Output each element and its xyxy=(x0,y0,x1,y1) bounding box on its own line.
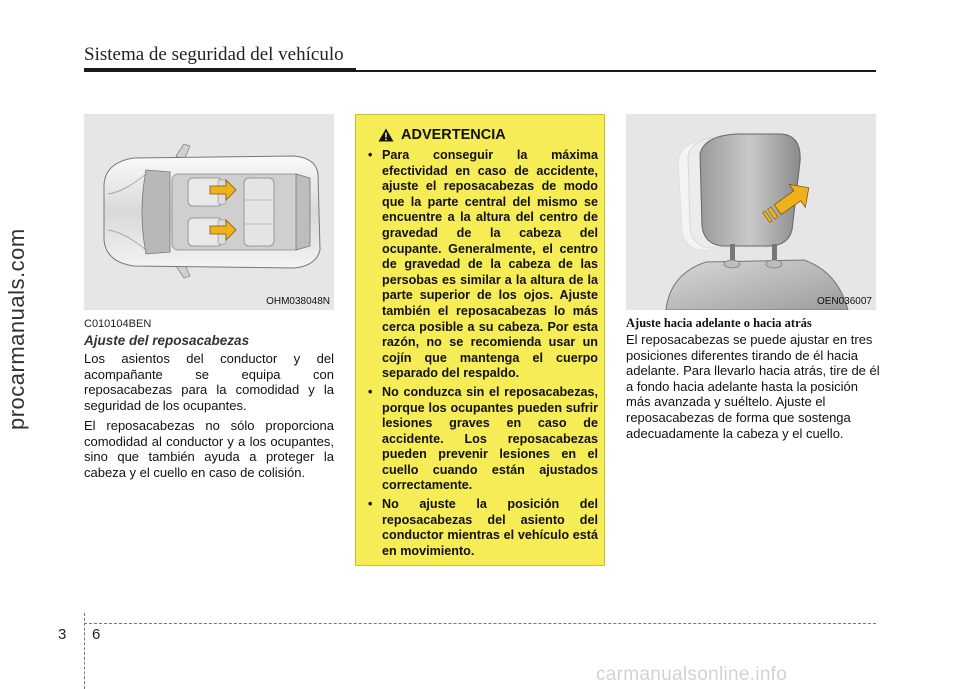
warning-item: • No conduzca sin el reposacabezas, porque los ocupantes pueden sufrir lesiones graves en caso de accidente. Los reposacabezas pueden prevenir lesiones en el cuello cuando están ajustados correctamente. xyxy=(366,385,598,494)
header-rule-thin xyxy=(84,70,876,72)
car-top-view-figure xyxy=(84,114,334,310)
page-number: 6 xyxy=(92,626,101,643)
car-top-view-arrows-icon xyxy=(84,114,334,310)
footer-divider xyxy=(84,613,86,689)
section-title: Ajuste del reposacabezas xyxy=(84,333,250,348)
page-header-title: Sistema de seguridad del vehículo xyxy=(84,44,344,65)
headrest-figure xyxy=(626,114,876,310)
warning-triangle-icon xyxy=(378,128,394,142)
warning-item: • No ajuste la posición del reposacabezas del asiento del conductor mientras el vehículo está en movimiento. xyxy=(366,497,598,559)
right-paragraph: El reposacabezas se puede ajustar en tres posiciones diferentes tirando de él hacia adelante. Para llevarlo hacia atrás, tire de él a fondo hacia adelante hasta la posición más avanzada y suéltelo. Ajuste el reposacabezas de forma que sostenga adecuadamente la cabeza y el cuello. xyxy=(626,332,880,441)
paragraph-1: Los asientos del conductor y del acompañante se equipa con reposacabezas para la comodidad y la seguridad de los ocupantes. xyxy=(84,351,334,413)
warning-list xyxy=(366,148,598,562)
warning-title: ADVERTENCIA xyxy=(401,127,506,143)
warning-box xyxy=(355,114,605,566)
bottom-watermark: carmanualsonline.info xyxy=(596,664,788,685)
figure-code-left: OHM038048N xyxy=(266,296,330,307)
section-code: C010104BEN xyxy=(84,318,152,330)
paragraph-2: El reposacabezas no sólo proporciona comodidad al conductor y a los ocupantes, sino que también ayuda a proteger la cabeza y el cuello en caso de colisión. xyxy=(84,418,334,480)
footer-rule xyxy=(84,623,876,625)
warning-item: • Para conseguir la máxima efectividad en caso de accidente, ajuste el reposacabezas de modo que la parte central del mismo se encuentre a la altura del centro de gravedad de la cabeza del ocupante. Generalmente, el centro de gravedad de la cabeza de las persobas es similar a la altura de la parte superior de los ojos. Ajuste también el reposacabezas lo más cerca posible a su cabeza. Por esta razón, no se recomienda usar un cojín que mantenga el cuerpo separado del respaldo. xyxy=(366,148,598,382)
headrest-forward-arrow-icon xyxy=(626,114,876,310)
warning-header xyxy=(378,127,506,143)
side-watermark: procarmanuals.com xyxy=(4,228,29,430)
right-heading: Ajuste hacia adelante o hacia atrás xyxy=(626,316,812,330)
figure-code-right: OEN036007 xyxy=(816,296,872,307)
chapter-number: 3 xyxy=(58,626,67,643)
